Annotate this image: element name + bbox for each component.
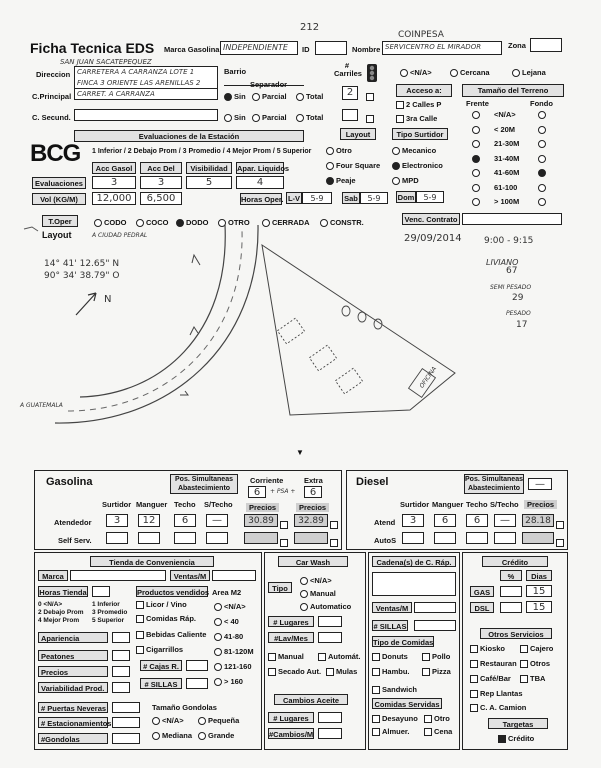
diesel-autos-precio[interactable] bbox=[522, 532, 554, 544]
sillas-tienda-label: # SILLAS bbox=[140, 678, 182, 689]
csecund-checkbox[interactable] bbox=[366, 110, 376, 128]
zona-label: Zona bbox=[508, 41, 526, 50]
serv-desayuno[interactable]: Desayuno bbox=[372, 714, 418, 723]
cw-manual[interactable]: Manual bbox=[300, 589, 336, 598]
north-label: N bbox=[104, 294, 112, 305]
eval-acc-gasol-value[interactable]: 3 bbox=[92, 176, 136, 189]
credito-gas-dias[interactable]: 15 bbox=[526, 585, 552, 597]
prod-cigarrillos[interactable]: Cigarrillos bbox=[136, 645, 183, 654]
tipo-comidas-header: Tipo de Comidas bbox=[373, 638, 434, 647]
bcg-logo: BCG bbox=[30, 140, 81, 167]
gas-self-techo[interactable] bbox=[174, 532, 196, 544]
terreno-frente-radio[interactable] bbox=[472, 184, 480, 192]
terreno-option-label: 41-60M bbox=[494, 168, 520, 177]
layout-peaje[interactable]: Peaje bbox=[326, 176, 356, 185]
eval-apar-liquidos-value[interactable]: 4 bbox=[236, 176, 284, 189]
area-na[interactable]: <N/A> bbox=[214, 602, 246, 611]
toper-label: T.Oper bbox=[42, 215, 78, 227]
sillas-tienda-field[interactable] bbox=[186, 678, 208, 689]
credito-gas-label: GAS bbox=[470, 586, 494, 597]
lv-label: L-V bbox=[287, 194, 301, 203]
serv-cena[interactable]: Cena bbox=[424, 727, 452, 736]
credito-pct-label: % bbox=[500, 570, 522, 581]
serv-otro[interactable]: Otro bbox=[424, 714, 450, 723]
gas-atend-surtidor[interactable]: 3 bbox=[106, 514, 128, 527]
diesel-atend-stecho[interactable]: — bbox=[494, 514, 516, 527]
scale-2: 2 Debajo Prom bbox=[38, 609, 84, 616]
form-title: Ficha Tecnica EDS bbox=[30, 40, 155, 56]
gas-col-stecho: S/Techo bbox=[204, 500, 233, 509]
carriles-value[interactable]: 2 bbox=[342, 86, 358, 100]
comida-sandwich[interactable]: Sandwich bbox=[372, 685, 417, 694]
otros-restauran[interactable]: Restauran bbox=[470, 659, 517, 668]
terreno-frente-radio[interactable] bbox=[472, 155, 480, 163]
ventas-tienda-field[interactable] bbox=[212, 570, 256, 581]
cprincipal-field[interactable] bbox=[74, 88, 218, 100]
toper-codo[interactable]: CODO bbox=[94, 218, 127, 227]
eval-acc-del-value[interactable]: 3 bbox=[140, 176, 182, 189]
diesel-autos-surtidor[interactable] bbox=[402, 532, 424, 544]
credito-dsl-dias[interactable]: 15 bbox=[526, 601, 552, 613]
separador-sin[interactable]: Sin bbox=[224, 92, 246, 101]
cw-manual-check[interactable]: Manual bbox=[268, 652, 304, 661]
gas-self-surtidor[interactable] bbox=[106, 532, 128, 544]
diesel-atend-techo[interactable]: 6 bbox=[466, 514, 488, 527]
separador-label: Separador bbox=[250, 80, 288, 89]
eval-col-acc-gasol: Acc Gasol bbox=[92, 162, 136, 174]
variabilidad-label: Variabilidad Prod. bbox=[38, 682, 108, 693]
tarjeta-credito[interactable]: Crédito bbox=[498, 734, 534, 743]
ventas-tienda-label: Ventas/M bbox=[170, 570, 210, 581]
lv-value[interactable]: 5-9 bbox=[302, 192, 332, 204]
marca-tienda-field[interactable] bbox=[70, 570, 166, 581]
terreno-frente-radio[interactable] bbox=[472, 169, 480, 177]
toper-coco[interactable]: COCO bbox=[136, 218, 169, 227]
diesel-atend-label: Atend bbox=[374, 518, 396, 527]
marca-value: INDEPENDIENTE bbox=[223, 43, 288, 52]
diesel-col-precios: Precios bbox=[524, 500, 557, 509]
apariencia-field[interactable] bbox=[112, 632, 130, 643]
atendedor-label: Atendedor bbox=[54, 518, 92, 527]
oficina-label: OFICINA bbox=[418, 365, 439, 390]
scale-5: 5 Superior bbox=[92, 617, 125, 624]
gasolina-title: Gasolina bbox=[46, 476, 93, 488]
selfserv-label: Self Serv. bbox=[58, 536, 92, 545]
proximity-lejana[interactable]: Lejana bbox=[512, 68, 546, 77]
comidas-servidas-header: Comidas Servidas bbox=[372, 698, 442, 709]
diesel-atend-surtidor[interactable]: 3 bbox=[402, 514, 424, 527]
terreno-option-label: 31-40M bbox=[494, 153, 520, 163]
estacionamientos-field[interactable] bbox=[112, 717, 140, 728]
cw-na[interactable]: <N/A> bbox=[300, 576, 332, 585]
terreno-header: Tamaño del Terreno bbox=[462, 84, 564, 97]
venc-contrato-field[interactable] bbox=[462, 213, 562, 225]
extra-label: Extra bbox=[304, 476, 323, 485]
diesel-autos-check[interactable] bbox=[556, 534, 566, 552]
cprincipal-value: CARRET. A CARRANZA bbox=[77, 90, 155, 98]
otros-tba[interactable]: TBA bbox=[520, 674, 545, 683]
diesel-pos-sim-label: Pos. Simultaneas Abastecimiento bbox=[465, 476, 523, 492]
precio-corriente[interactable]: 30.89 bbox=[244, 514, 278, 527]
subtitle-handwriting: SAN JUAN SACATEPEQUEZ bbox=[60, 58, 152, 66]
acceso-header: Acceso a: bbox=[396, 84, 452, 97]
road-label-guatemala: A GUATEMALA bbox=[20, 402, 63, 409]
precio-diesel-check[interactable] bbox=[556, 516, 566, 534]
cadena-header: Cadena(s) de C. Ráp. bbox=[372, 556, 456, 567]
otros-servicios-header: Otros Servicios bbox=[480, 628, 552, 639]
id-label: ID bbox=[302, 45, 310, 54]
otros-kiosko[interactable]: Kiosko bbox=[470, 644, 505, 653]
diesel-col-stecho: S/Techo bbox=[490, 500, 519, 509]
area-lt40[interactable]: < 40 bbox=[214, 617, 239, 626]
ca-lugares-label: # Lugares bbox=[268, 712, 314, 723]
self-precio-corriente[interactable] bbox=[244, 532, 278, 544]
surtidor-electronico[interactable]: Electronico bbox=[392, 161, 443, 170]
eval-visibilidad-value[interactable]: 5 bbox=[186, 176, 232, 189]
horas-label: Horas Oper. bbox=[241, 195, 284, 204]
terreno-option-label: <N/A> bbox=[494, 110, 516, 119]
nombre-value: SERVICENTRO EL MIRADOR bbox=[385, 43, 482, 51]
cambios-header: Cambios Aceite bbox=[274, 694, 348, 705]
comida-pizza[interactable]: Pizza bbox=[422, 667, 451, 676]
tarjetas-header: Targetas bbox=[488, 718, 548, 729]
cajas-field[interactable] bbox=[186, 660, 208, 671]
venc-contrato-label: Venc. Contrato bbox=[402, 213, 460, 225]
diesel-col-manguer: Manguer bbox=[432, 500, 464, 509]
toper-constr[interactable]: CONSTR. bbox=[320, 218, 364, 227]
gond-mediana[interactable]: Mediana bbox=[152, 731, 192, 740]
self-precio-corriente-check[interactable] bbox=[280, 534, 290, 552]
acceso-3calle[interactable]: 3ra Calle bbox=[396, 114, 437, 123]
otros-cafe[interactable]: Café/Bar bbox=[470, 674, 511, 683]
gas-col-manguer: Manguer bbox=[136, 500, 168, 509]
ca-cambios-field[interactable] bbox=[318, 728, 342, 739]
terreno-fondo-radio[interactable] bbox=[538, 126, 546, 134]
credito-dsl-pct[interactable] bbox=[500, 602, 522, 613]
gas-atend-stecho[interactable]: — bbox=[206, 514, 228, 527]
otros-otros[interactable]: Otros bbox=[520, 659, 550, 668]
diesel-col-surtidor: Surtidor bbox=[400, 500, 430, 509]
cw-autom-check[interactable]: Automát. bbox=[318, 652, 361, 661]
productos-header: Productos vendidos bbox=[137, 588, 210, 597]
tienda-header: Tienda de Conveniencia bbox=[90, 556, 214, 567]
direccion-field[interactable] bbox=[74, 66, 218, 90]
area-m2-label: Area M2 bbox=[212, 588, 242, 597]
apariencia-label: Apariencia bbox=[38, 632, 108, 643]
terreno-fondo-radio[interactable] bbox=[538, 198, 546, 206]
company-name: COINPESA bbox=[398, 30, 444, 40]
terreno-option-label: 61-100 bbox=[494, 182, 518, 192]
credito-dias-label: Dias bbox=[526, 570, 552, 581]
marker-triangle: ▼ bbox=[296, 448, 304, 457]
coordinate-lat: 14° 41' 12.65" N bbox=[44, 259, 120, 269]
gas-col-techo: Techo bbox=[174, 500, 196, 509]
pos-separator: + PSA + bbox=[270, 488, 296, 495]
cw-tipo-label: Tipo bbox=[268, 582, 292, 593]
peatones-field[interactable] bbox=[112, 650, 130, 661]
diesel-title: Diesel bbox=[356, 476, 389, 488]
separador-total[interactable]: Total bbox=[296, 92, 323, 101]
diesel-autos-manguer[interactable] bbox=[434, 532, 456, 544]
comida-donuts[interactable]: Donuts bbox=[372, 652, 408, 661]
cprincipal-label: C.Principal bbox=[32, 92, 72, 101]
terreno-fondo-radio[interactable] bbox=[538, 184, 546, 192]
carriles-checkbox[interactable] bbox=[366, 88, 376, 106]
self-precio-extra-check[interactable] bbox=[330, 534, 340, 552]
terreno-frente-radio[interactable] bbox=[472, 126, 480, 134]
dom-value[interactable]: 5-9 bbox=[416, 191, 444, 203]
csecund-field[interactable] bbox=[74, 109, 218, 121]
direccion-line2: FINCA 3 ORIENTE LAS ARENILLAS 2 bbox=[77, 79, 201, 87]
terreno-option-label: > 100M bbox=[494, 197, 520, 206]
layout-four-square[interactable]: Four Square bbox=[326, 161, 380, 170]
area-41-80[interactable]: 41-80 bbox=[214, 632, 243, 641]
prod-comidas[interactable]: Comidas Ráp. bbox=[136, 614, 196, 623]
terreno-frente-radio[interactable] bbox=[472, 198, 480, 206]
sab-label: Sab bbox=[342, 192, 360, 204]
scale-4: 4 Mejor Prom bbox=[38, 617, 80, 624]
horas-tienda-field[interactable] bbox=[92, 586, 110, 597]
credito-gas-pct[interactable] bbox=[500, 586, 522, 597]
evaluaciones-header: Evaluaciones de la Estación bbox=[74, 130, 304, 142]
diesel-col-techo: Techo bbox=[466, 500, 488, 509]
corriente-label: Corriente bbox=[250, 476, 284, 485]
marca-field[interactable] bbox=[220, 41, 298, 55]
extra-value[interactable]: 6 bbox=[304, 486, 322, 498]
comida-pollo[interactable]: Pollo bbox=[422, 652, 450, 661]
zona-field[interactable] bbox=[530, 38, 562, 52]
ca-cambios-label: #Cambios/M bbox=[269, 730, 314, 739]
cajas-label: # Cajas R. bbox=[140, 660, 182, 671]
comida-hambu[interactable]: Hambu. bbox=[372, 667, 410, 676]
scale-3: 3 Promedio bbox=[92, 609, 128, 616]
traffic-light-icon bbox=[364, 63, 380, 83]
area-81-120[interactable]: 81-120M bbox=[214, 647, 254, 656]
evaluaciones-label: Evaluaciones bbox=[32, 177, 86, 189]
diesel-autos-stecho[interactable] bbox=[494, 532, 516, 544]
gondolas-label: #Gondolas bbox=[38, 733, 108, 744]
frente-label: Frente bbox=[466, 99, 489, 108]
eval-col-visibilidad: Visibilidad bbox=[186, 162, 232, 174]
vol-value-1[interactable]: 12,000 bbox=[92, 192, 136, 205]
traffic-pesado-label: PESADO bbox=[506, 310, 531, 317]
otros-cajero[interactable]: Cajero bbox=[520, 644, 553, 653]
carriles-label: # Carriles bbox=[334, 61, 362, 78]
gas-precios-label-2: Precios bbox=[296, 503, 329, 512]
area-121-160[interactable]: 121-160 bbox=[214, 662, 252, 671]
eval-col-apar-liquidos: Apar. Liquidos bbox=[237, 164, 290, 173]
fondo-label: Fondo bbox=[530, 99, 553, 108]
toper-cerrada[interactable]: CERRADA bbox=[262, 218, 310, 227]
coordinate-lon: 90° 34' 38.79" O bbox=[44, 271, 120, 281]
traffic-pesado-count: 17 bbox=[516, 320, 528, 330]
gond-grande[interactable]: Grande bbox=[198, 731, 234, 740]
gas-self-stecho[interactable] bbox=[206, 532, 228, 544]
gas-col-surtidor: Surtidor bbox=[102, 500, 132, 509]
dom-label: Dom bbox=[397, 193, 415, 202]
carwash-header: Car Wash bbox=[278, 556, 348, 567]
vol-label: Vol (KG/M) bbox=[32, 193, 86, 205]
variabilidad-field[interactable] bbox=[112, 682, 130, 693]
precio-corriente-check[interactable] bbox=[280, 516, 290, 534]
precios-field[interactable] bbox=[112, 666, 130, 677]
nombre-field[interactable] bbox=[382, 41, 502, 55]
acceso-2calles[interactable]: 2 Calles P bbox=[396, 100, 441, 109]
cad-sillas-field[interactable] bbox=[414, 620, 456, 631]
gas-self-manguer[interactable] bbox=[138, 532, 160, 544]
csecund-total[interactable]: Total bbox=[296, 113, 323, 122]
toper-dodo[interactable]: DODO bbox=[176, 218, 209, 227]
cw-mulas-check[interactable]: Mulas bbox=[326, 667, 357, 676]
traffic-liviano-count: 67 bbox=[506, 266, 518, 276]
csecund-lanes[interactable] bbox=[342, 109, 358, 121]
eval-col-acc-del: Acc Del bbox=[140, 162, 182, 174]
eval-scale: 1 Inferior / 2 Debajo Prom / 3 Promedio / 4 Mejor Prom / 5 Superior bbox=[92, 148, 312, 155]
precio-extra[interactable]: 32.89 bbox=[294, 514, 328, 527]
cw-lavmes-label: #Lav/Mes bbox=[268, 632, 314, 643]
diesel-atend-manguer[interactable]: 6 bbox=[434, 514, 456, 527]
gondolas-field[interactable] bbox=[112, 733, 140, 744]
surtidor-mpd[interactable]: MPD bbox=[392, 176, 419, 185]
cadena-name-field[interactable] bbox=[372, 572, 456, 596]
terreno-fondo-radio[interactable] bbox=[538, 169, 546, 177]
serv-almuer[interactable]: Almuer. bbox=[372, 727, 410, 736]
otros-camion[interactable]: C. A. Camion bbox=[470, 703, 526, 712]
layout-otro[interactable]: Otro bbox=[326, 146, 352, 155]
nombre-label: Nombre bbox=[352, 45, 381, 54]
terreno-fondo-radio[interactable] bbox=[538, 140, 546, 148]
cw-lugares-field[interactable] bbox=[318, 616, 342, 627]
csecund-label: C. Secund. bbox=[32, 113, 71, 122]
terreno-fondo-radio[interactable] bbox=[538, 111, 546, 119]
gas-precios-label-1: Precios bbox=[246, 503, 279, 512]
toper-otro[interactable]: OTRO bbox=[218, 218, 250, 227]
ca-lugares-field[interactable] bbox=[318, 712, 342, 723]
traffic-semi-count: 29 bbox=[512, 293, 524, 303]
prod-bebidas[interactable]: Bebidas Caliente bbox=[136, 630, 206, 639]
cw-automatico[interactable]: Automatico bbox=[300, 602, 351, 611]
traffic-liviano-label: LIVIANO bbox=[486, 258, 519, 267]
vol-value-2[interactable]: 6,500 bbox=[140, 192, 182, 205]
survey-time: 9:00 - 9:15 bbox=[484, 236, 534, 246]
cw-lavmes-field[interactable] bbox=[318, 632, 342, 643]
marca-label: Marca Gasolina bbox=[164, 45, 220, 54]
scale-1: 1 Inferior bbox=[92, 601, 120, 608]
puertas-label: # Puertas Neveras bbox=[38, 702, 108, 713]
credito-header: Crédito bbox=[482, 556, 548, 567]
cw-secado-check[interactable]: Secado Aut. bbox=[268, 667, 321, 676]
direccion-line1: CARRETERA A CARRANZA LOTE 1 bbox=[77, 68, 195, 76]
gas-pos-sim-label: Pos. Simultaneas Abastecimiento bbox=[170, 474, 238, 494]
traffic-semi-label: SEMI PESADO bbox=[490, 284, 532, 291]
proximity-cercana[interactable]: Cercana bbox=[450, 68, 490, 77]
diesel-autos-techo[interactable] bbox=[466, 532, 488, 544]
tam-gondolas-label: Tamaño Gondolas bbox=[152, 703, 217, 712]
csecund-sin[interactable]: Sin bbox=[224, 113, 246, 122]
prod-licor[interactable]: Licor / Vino bbox=[136, 600, 187, 609]
otros-rep-llantas[interactable]: Rep Llantas bbox=[470, 689, 523, 698]
self-precio-extra[interactable] bbox=[294, 532, 328, 544]
precio-extra-check[interactable] bbox=[330, 516, 340, 534]
corriente-value[interactable]: 6 bbox=[248, 486, 266, 498]
separador-parcial[interactable]: Parcial bbox=[252, 92, 287, 101]
terreno-frente-radio[interactable] bbox=[472, 111, 480, 119]
survey-date: 29/09/2014 bbox=[404, 233, 462, 244]
scale-0: 0 <N/A> bbox=[38, 601, 63, 608]
cw-lugares-label: # Lugares bbox=[268, 616, 314, 627]
diesel-pos-sim-value[interactable]: — bbox=[528, 478, 552, 490]
layout-title: Layout bbox=[42, 230, 72, 240]
peatones-label: Peatones bbox=[38, 650, 108, 661]
terreno-option-label: < 20M bbox=[494, 124, 516, 134]
horas-tienda-label: Horas Tienda bbox=[39, 588, 87, 597]
barrio-label: Barrio bbox=[224, 67, 247, 76]
gond-pequena[interactable]: Pequeña bbox=[198, 716, 239, 725]
gas-atend-techo[interactable]: 6 bbox=[174, 514, 196, 527]
proximity-na[interactable]: <N/A> bbox=[400, 68, 432, 77]
precios-label: Precios bbox=[38, 666, 108, 677]
diesel-autos-label: AutoS bbox=[374, 536, 397, 545]
layout-header: Layout bbox=[340, 128, 376, 140]
precio-diesel[interactable]: 28.18 bbox=[522, 514, 554, 527]
road-label-ciudad: A CIUDAD PEDRAL bbox=[92, 232, 148, 239]
sab-value[interactable]: 5-9 bbox=[360, 192, 388, 204]
id-field[interactable] bbox=[315, 41, 347, 55]
direccion-label: Direccion bbox=[36, 70, 71, 79]
credito-dsl-label: DSL bbox=[470, 602, 494, 613]
cad-ventas-field[interactable] bbox=[414, 602, 456, 613]
cad-ventas-label: Ventas/M bbox=[372, 602, 412, 613]
terreno-option-label: 21-30M bbox=[494, 139, 520, 148]
marca-tienda-label: Marca bbox=[38, 570, 68, 581]
page-number: 212 bbox=[300, 22, 320, 33]
puertas-field[interactable] bbox=[112, 702, 140, 713]
cad-sillas-label: # SILLAS bbox=[373, 622, 407, 631]
gond-na[interactable]: <N/A> bbox=[152, 716, 184, 725]
surtidor-header: Tipo Surtidor bbox=[392, 128, 448, 140]
gas-atend-manguer[interactable]: 12 bbox=[138, 514, 160, 527]
estacionamientos-label: # Estacionamientos bbox=[38, 717, 108, 728]
area-gt160[interactable]: > 160 bbox=[214, 677, 243, 686]
csecund-parcial[interactable]: Parcial bbox=[252, 113, 287, 122]
terreno-frente-radio[interactable] bbox=[472, 140, 480, 148]
terreno-fondo-radio[interactable] bbox=[538, 155, 546, 163]
surtidor-mecanico[interactable]: Mecanico bbox=[392, 146, 436, 155]
